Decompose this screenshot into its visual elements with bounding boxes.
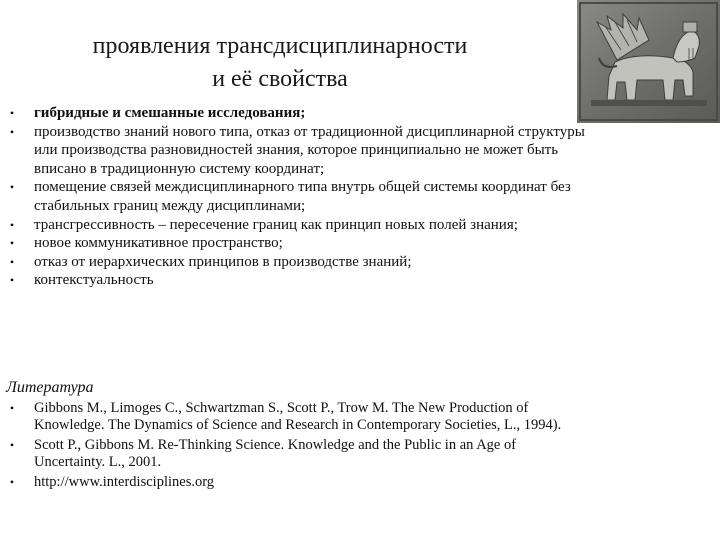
list-item: • гибридные и смешанные исследования; bbox=[6, 104, 586, 123]
list-item: • новое коммуникативное пространство; bbox=[6, 234, 586, 253]
list-item: • помещение связей междисциплинарного типа внутрь общей системы координат без стабильных границ между дисциплинами; bbox=[6, 178, 586, 215]
bullet-icon: • bbox=[9, 124, 15, 139]
bullet-icon: • bbox=[9, 106, 15, 120]
winged-lion-relief-image bbox=[577, 0, 720, 123]
list-item: • Gibbons M., Limoges C., Schwartzman S., Scott P., Trow M. The New Production of Knowledge. The Dynamics of Science and Research in Contemporary Societies, L., 1994). bbox=[6, 400, 566, 433]
list-item: • трансгрессивность – пересечение границ как принцип новых полей знания; bbox=[6, 216, 586, 235]
slide-title-line-1: проявления трансдисциплинарности bbox=[92, 33, 468, 59]
list-item: • производство знаний нового типа, отказ от традиционной дисциплинарной структуры или производства разновидностей знания, которое принципиально не может быть вписано в традиционную систему координат; bbox=[6, 123, 586, 179]
slide-title-line-2: и её свойства bbox=[212, 66, 348, 92]
properties-list bbox=[6, 104, 586, 290]
slide-title bbox=[20, 30, 540, 96]
list-item: • отказ от иерархических принципов в производстве знаний; bbox=[6, 253, 586, 272]
bullet-icon: • bbox=[9, 401, 15, 415]
list-item bbox=[6, 474, 566, 491]
bullet-icon: • bbox=[9, 475, 15, 489]
list-item: • контекстуальность bbox=[6, 271, 586, 290]
literature-heading: Литература bbox=[6, 379, 94, 396]
list-item: • Scott P., Gibbons M. Re-Thinking Science. Knowledge and the Public in an Age of Uncertainty. L., 2001. bbox=[6, 437, 566, 470]
bullet-icon: • bbox=[9, 236, 15, 251]
bullet-icon: • bbox=[9, 273, 15, 288]
literature-list bbox=[6, 400, 566, 495]
bullet-icon: • bbox=[9, 180, 15, 195]
bullet-icon: • bbox=[9, 438, 15, 452]
bullet-icon: • bbox=[9, 254, 15, 269]
bullet-icon: • bbox=[9, 217, 15, 232]
literature-link[interactable]: http://www.interdisciplines.org bbox=[34, 474, 215, 490]
